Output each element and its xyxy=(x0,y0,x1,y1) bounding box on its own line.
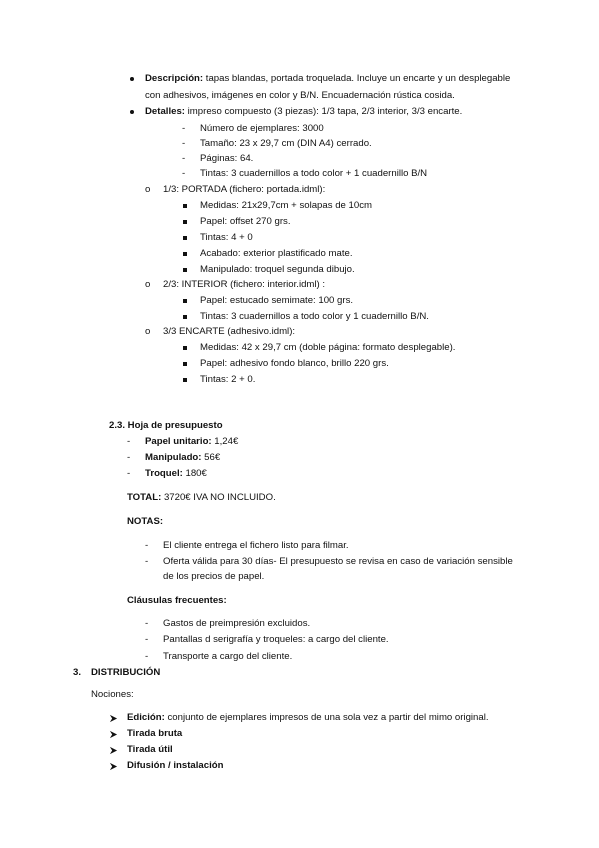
encarte-item: Medidas: 42 x 29,7 cm (doble página: formato desplegable). xyxy=(200,342,456,353)
dash-marker: - xyxy=(127,468,131,479)
descripcion-line-1 xyxy=(145,73,510,85)
square-bullet xyxy=(183,346,187,350)
arrow-bullet-icon xyxy=(109,746,118,755)
encarte-item: Papel: adhesivo fondo blanco, brillo 220 grs. xyxy=(200,358,389,369)
detalles-text: impreso compuesto (3 piezas): 1/3 tapa, 2/3 interior, 3/3 encarte. xyxy=(185,106,463,117)
arrow-bullet-icon xyxy=(109,714,118,723)
square-bullet xyxy=(183,378,187,382)
square-bullet xyxy=(183,268,187,272)
notas-item-continuation: de los precios de papel. xyxy=(163,571,265,582)
square-bullet xyxy=(183,236,187,240)
encarte-title: 3/3 ENCARTE (adhesivo.idml): xyxy=(163,326,296,337)
presupuesto-item-label: Papel unitario: xyxy=(145,436,212,447)
clausulas-heading: Cláusulas frecuentes: xyxy=(127,595,227,606)
distribucion-item-text: conjunto de ejemplares impresos de una sola vez a partir del mimo original. xyxy=(164,712,489,723)
square-bullet xyxy=(183,362,187,366)
dash-marker: - xyxy=(145,634,149,645)
clausulas-item: Transporte a cargo del cliente. xyxy=(163,651,293,662)
total-value: 3720€ IVA NO INCLUIDO. xyxy=(161,492,276,503)
distribucion-number: 3. xyxy=(73,667,82,678)
portada-item: Tintas: 4 + 0 xyxy=(200,232,253,243)
circle-bullet: o xyxy=(145,279,151,290)
presupuesto-heading: 2.3. Hoja de presupuesto xyxy=(109,420,223,431)
dash-marker: - xyxy=(182,138,186,149)
interior-item: Papel: estucado semimate: 100 grs. xyxy=(200,295,354,306)
descripcion-text-1: tapas blandas, portada troquelada. Incluye un encarte y un desplegable xyxy=(203,73,511,84)
circle-bullet: o xyxy=(145,326,151,337)
dash-marker: - xyxy=(182,123,186,134)
distribucion-item: Difusión / instalación xyxy=(127,760,224,771)
clausulas-item: Gastos de preimpresión excluidos. xyxy=(163,618,311,629)
presupuesto-item xyxy=(145,452,220,464)
portada-item: Manipulado: troquel segunda dibujo. xyxy=(200,264,355,275)
descripcion-line-2: con adhesivos, imágenes en color y B/N. Encuadernación rústica cosida. xyxy=(145,90,455,101)
presupuesto-item xyxy=(145,468,207,480)
distribucion-item: Tirada bruta xyxy=(127,728,183,739)
square-bullet xyxy=(183,315,187,319)
detalles-item: Tintas: 3 cuadernillos a todo color + 1 cuadernillo B/N xyxy=(200,168,428,179)
detalles-item: Tamaño: 23 x 29,7 cm (DIN A4) cerrado. xyxy=(200,138,372,149)
dash-marker: - xyxy=(182,153,186,164)
encarte-item: Tintas: 2 + 0. xyxy=(200,374,256,385)
arrow-bullet-icon xyxy=(109,762,118,771)
square-bullet xyxy=(183,299,187,303)
total-label: TOTAL: xyxy=(127,492,162,503)
distribucion-item: Tirada útil xyxy=(127,744,173,755)
notas-heading: NOTAS: xyxy=(127,516,164,527)
arrow-bullet-icon xyxy=(109,730,118,739)
presupuesto-item-label: Manipulado: xyxy=(145,452,202,463)
portada-item: Papel: offset 270 grs. xyxy=(200,216,291,227)
dash-marker: - xyxy=(182,168,186,179)
notas-item: El cliente entrega el fichero listo para filmar. xyxy=(163,540,349,551)
nociones-label: Nociones: xyxy=(91,689,134,700)
interior-title: 2/3: INTERIOR (fichero: interior.idml) : xyxy=(163,279,326,290)
distribucion-item xyxy=(127,712,489,724)
dash-marker: - xyxy=(127,436,131,447)
distribucion-heading: DISTRIBUCIÓN xyxy=(91,667,161,678)
interior-item: Tintas: 3 cuadernillos a todo color y 1 cuadernillo B/N. xyxy=(200,311,429,322)
distribucion-item-label: Edición: xyxy=(127,712,165,723)
presupuesto-item xyxy=(145,436,238,448)
bullet-dot xyxy=(130,110,134,114)
square-bullet xyxy=(183,204,187,208)
presupuesto-item-value: 1,24€ xyxy=(211,436,239,447)
notas-item: Oferta válida para 30 días- El presupuesto se revisa en caso de variación sensible xyxy=(163,556,513,567)
detalles-line xyxy=(145,106,462,118)
dash-marker: - xyxy=(145,540,149,551)
detalles-label: Detalles: xyxy=(145,106,185,117)
total-line xyxy=(127,492,276,504)
detalles-item: Número de ejemplares: 3000 xyxy=(200,123,324,134)
square-bullet xyxy=(183,220,187,224)
descripcion-label: Descripción: xyxy=(145,73,204,84)
dash-marker: - xyxy=(127,452,131,463)
portada-title: 1/3: PORTADA (fichero: portada.idml): xyxy=(163,184,326,195)
presupuesto-item-value: 56€ xyxy=(201,452,221,463)
dash-marker: - xyxy=(145,556,149,567)
presupuesto-item-value: 180€ xyxy=(182,468,207,479)
clausulas-item: Pantallas d serigrafía y troqueles: a cargo del cliente. xyxy=(163,634,389,645)
portada-item: Acabado: exterior plastificado mate. xyxy=(200,248,353,259)
square-bullet xyxy=(183,252,187,256)
bullet-dot xyxy=(130,77,134,81)
detalles-item: Páginas: 64. xyxy=(200,153,254,164)
dash-marker: - xyxy=(145,651,149,662)
portada-item: Medidas: 21x29,7cm + solapas de 10cm xyxy=(200,200,372,211)
circle-bullet: o xyxy=(145,184,151,195)
presupuesto-item-label: Troquel: xyxy=(145,468,183,479)
dash-marker: - xyxy=(145,618,149,629)
